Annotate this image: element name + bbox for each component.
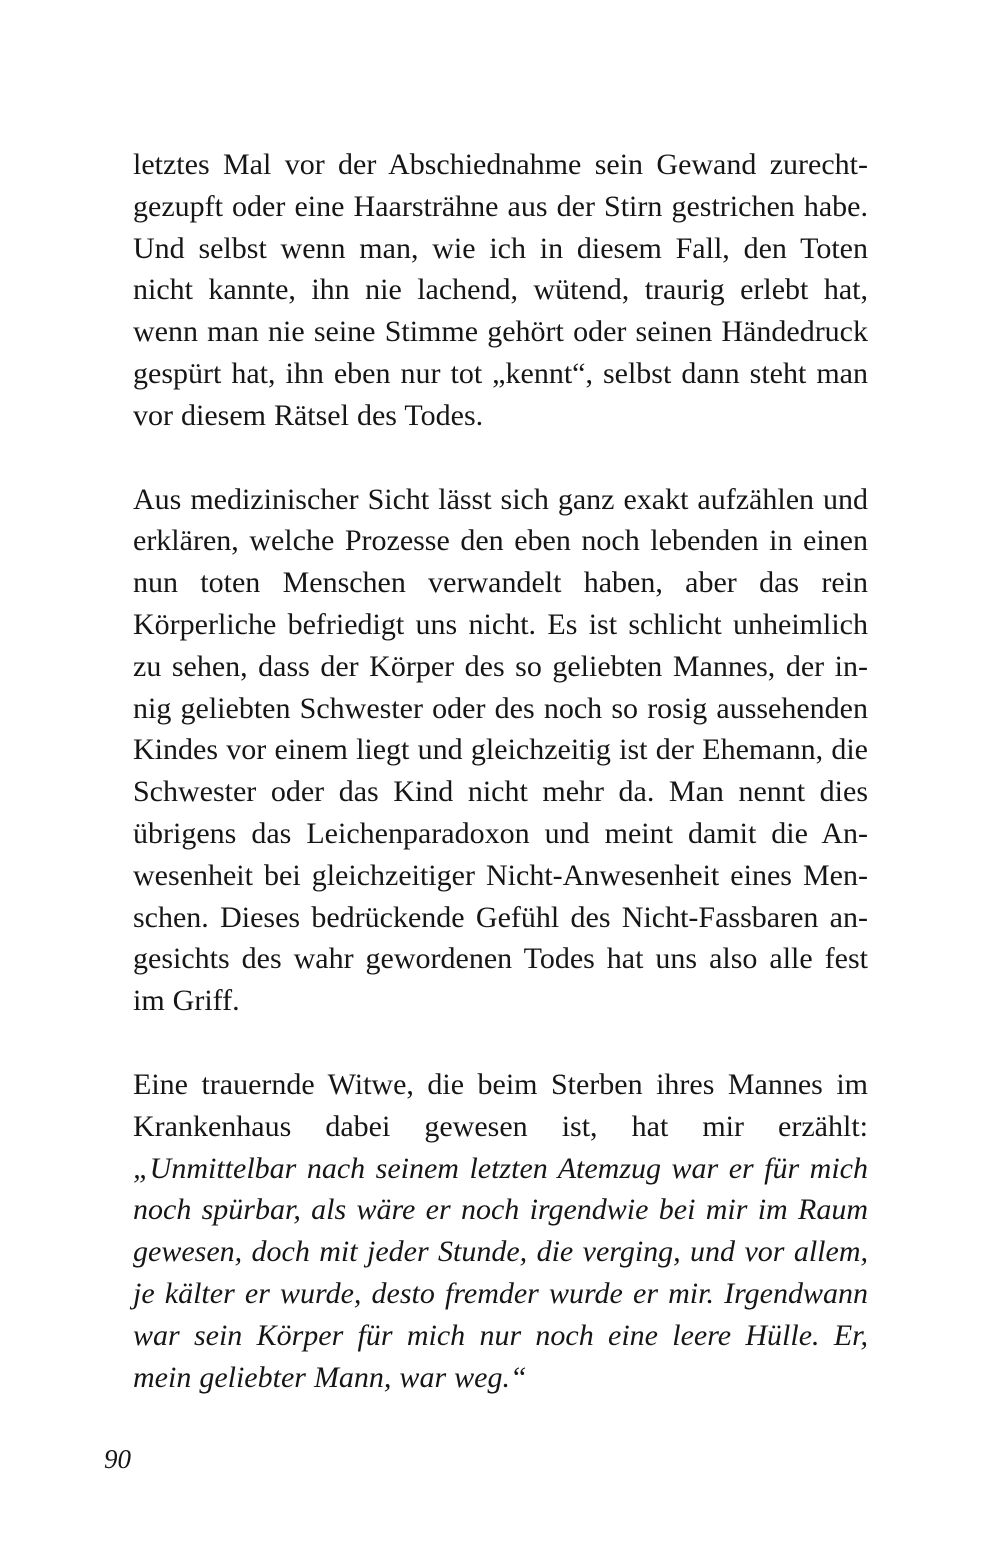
paragraph-1-text: letztes Mal vor der Abschiednahme sein Gewand zurechtgezupft oder eine Haarsträhne aus der Stirn gestrichen habe. Und selbst wenn man, wie ich in diesem Fall, den Toten nicht kannte, ihn nie lachend, wütend, traurig erlebt hat, wenn man nie seine Stimme gehört oder seinen Händedruck gespürt hat, ihn eben nur tot „kennt“, selbst dann steht man vor diesem Rätsel des Todes. — [133, 148, 868, 432]
body-text — [133, 144, 868, 1398]
widow-quote: „Unmittelbar nach seinem letzten Atemzug war er für mich noch spürbar, als wäre er noch irgendwie bei mir im Raum gewesen, doch mit jeder Stunde, die verging, und vor allem, je kälter er wurde, desto fremder wurde er mir. Irgendwann war sein Körper für mich nur noch eine leere Hülle. Er, mein geliebter Mann, war weg.“ — [133, 1151, 868, 1394]
page-number: 90 — [104, 1444, 131, 1474]
paragraph-3 — [133, 1064, 868, 1398]
paragraph-2-text: Aus medizinischer Sicht lässt sich ganz exakt aufzählen und erklären, welche Prozesse den eben noch lebenden in einen nun toten Menschen verwandelt haben, aber das rein Körperliche befriedigt uns nicht. Es ist schlicht unheimlich zu sehen, dass der Körper des so geliebten Mannes, der innig geliebten Schwester oder des noch so rosig aussehenden Kindes vor einem liegt und gleichzeitig ist der Ehemann, die Schwester oder das Kind nicht mehr da. Man nennt dies übrigens das Leichenparadoxon und meint damit die Anwesenheit bei gleichzeitiger Nicht-Anwesenheit eines Menschen. Dieses bedrückende Gefühl des Nicht-Fassbaren angesichts des wahr gewordenen Todes hat uns also alle fest im Griff. — [133, 482, 868, 1018]
paragraph-3-text: Eine trauernde Witwe, die beim Sterben ihres Mannes im Krankenhaus dabei gewesen ist, hat mir erzählt: — [133, 1067, 868, 1143]
paragraph-1 — [133, 144, 868, 437]
paragraph-2 — [133, 479, 868, 1022]
